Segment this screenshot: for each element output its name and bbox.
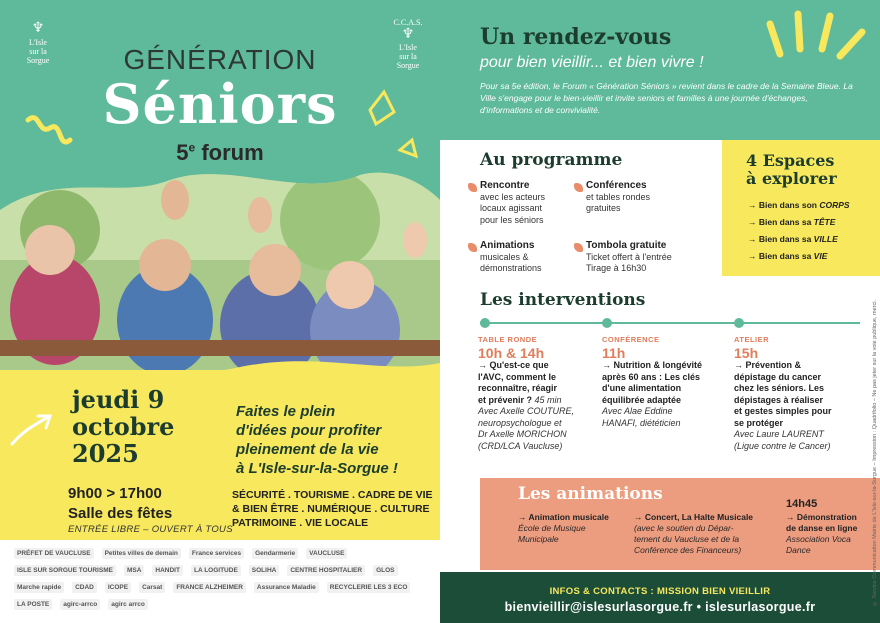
ccas-logo-line: sur la	[399, 52, 417, 61]
partner-logo: FRANCE ALZHEIMER	[173, 582, 246, 593]
intervention-topic: l'AVC, comment le	[478, 371, 556, 382]
programme-title: Au programme	[480, 150, 623, 170]
intervention-topic: après 60 ans : Les clés	[602, 371, 701, 382]
timeline	[480, 322, 860, 324]
programme-item-line: Tirage à 16h30	[586, 263, 647, 273]
partner-logo: RECYCLERIE LES 3 ECO	[327, 582, 411, 593]
intervention-topic: et gestes simples pour	[734, 406, 832, 416]
animation-item	[786, 512, 876, 556]
intervention-kind: ATELIER	[734, 335, 770, 344]
partner-logo: France services	[189, 548, 244, 559]
animations-panel	[480, 478, 880, 570]
animation-title: de danse en ligne	[786, 523, 858, 533]
tagline-line: Faites le plein	[236, 403, 336, 420]
programme-item-line: gratuites	[586, 203, 621, 213]
edition-word: forum	[201, 140, 264, 165]
intervention-speaker: neuropsychologue et	[478, 417, 562, 428]
intervention-speaker: Dr Axelle MORICHON	[478, 429, 567, 439]
timeline-dot	[602, 318, 612, 328]
animations-title: Les animations	[518, 484, 663, 504]
espace-emph: VILLE	[813, 234, 838, 244]
tagline	[236, 402, 436, 478]
partner-logo: Petites villes de demain	[102, 548, 181, 559]
ccas-logo-line: Sorgue	[396, 61, 420, 70]
intervention-topic: reconnaître, réagir	[478, 383, 558, 393]
intervention-topic: et prévenir ?	[478, 394, 533, 405]
partner-logo: MSA	[124, 565, 144, 576]
espaces-title	[746, 152, 876, 188]
tagline-line: à L'Isle-sur-la-Sorgue !	[236, 460, 398, 477]
programme-item-title: Conférences	[586, 180, 647, 191]
town-logo-line: sur la	[29, 47, 47, 56]
event-date	[72, 386, 174, 467]
edition-label	[0, 140, 440, 166]
espace-prefix: → Bien dans sa	[748, 234, 814, 244]
themes-line: SÉCURITÉ . TOURISME . CADRE DE VIE	[232, 489, 433, 501]
animation-who: Conférence des Financeurs)	[634, 545, 742, 555]
programme-item-title: Tombola gratuite	[586, 240, 667, 251]
espace-item	[748, 251, 827, 261]
interventions-title: Les interventions	[480, 290, 646, 310]
tagline-line: pleinement de la vie	[236, 441, 379, 458]
espace-item	[748, 234, 838, 244]
leaf-bullet-icon	[574, 183, 583, 192]
intervention-speaker: Avec Laure LAURENT	[734, 429, 824, 439]
leaf-bullet-icon	[574, 243, 583, 252]
animation-who: Dance	[786, 545, 811, 555]
animation-title: → Démonstration	[786, 512, 857, 522]
programme-item-line: démonstrations	[480, 263, 542, 273]
event-time-place	[68, 484, 172, 524]
partner-logo: Gendarmerie	[252, 548, 298, 559]
programme-item-line: musicales &	[480, 251, 529, 262]
ccas-logo-line: L'Isle	[399, 43, 417, 52]
animation-who: (avec le soutien du Dépar-	[634, 523, 734, 533]
partner-logo: LA LOGITUDE	[191, 565, 241, 576]
partner-logo: agirc arrco	[108, 599, 148, 610]
leaf-bullet-icon	[468, 243, 477, 252]
animation-who: Association Voca	[786, 534, 851, 544]
intervention-column	[734, 334, 854, 452]
header-subtitle: pour bien vieillir... et bien vivre !	[480, 54, 704, 71]
partner-logo: ISLE SUR SORGUE TOURISME	[14, 565, 116, 576]
date-line: jeudi 9	[72, 385, 165, 414]
date-line: 2025	[72, 439, 139, 468]
programme-item-line: Ticket offert à l'entrée	[586, 251, 672, 262]
intervention-speaker: Avec Alae Eddine	[602, 406, 673, 416]
espace-emph: TÊTE	[813, 217, 836, 227]
partner-logo: Carsat	[139, 582, 165, 593]
legal-notice: © Service Communication Mairie de L'Isle-sur-la-Sorgue – Impression : Quadrifolio – Ne pas jeter sur la voie publique, merci.	[872, 299, 878, 606]
ccas-logo-line: C.C.A.S.	[393, 18, 423, 27]
timeline-dot	[734, 318, 744, 328]
espace-emph: CORPS	[819, 200, 850, 210]
espace-emph: VIE	[813, 251, 828, 261]
animation-who: École de Musique	[518, 523, 586, 533]
intervention-time: 15h	[734, 344, 759, 361]
intervention-topic: chez les séniors. Les	[734, 383, 825, 393]
intervention-column	[602, 334, 722, 429]
sunburst-doodle-icon	[760, 4, 870, 74]
flyer-back	[440, 0, 880, 623]
intervention-kind: CONFÉRENCE	[602, 335, 660, 344]
edition-number: 5	[176, 140, 189, 165]
intervention-topic: → Nutrition & longévité	[602, 360, 702, 370]
date-line: octobre	[72, 412, 175, 441]
intervention-topic: dépistages à réaliser	[734, 394, 824, 405]
animations-time: 14h45	[786, 498, 818, 510]
intervention-speaker: (CRD/LCA Vaucluse)	[478, 440, 563, 451]
espace-item	[748, 200, 850, 210]
contact-links[interactable]: bienvieillir@islesurlasorgue.fr • islesurlasorgue.fr	[504, 600, 816, 614]
intervention-topic: d'une alimentation	[602, 383, 682, 393]
title-generation: GÉNÉRATION	[123, 44, 317, 75]
partner-logo: HANDIT	[152, 565, 183, 576]
themes-line: PATRIMOINE . VIE LOCALE	[232, 517, 369, 529]
intervention-duration: 45 min	[534, 394, 562, 405]
header-title: Un rendez-vous	[480, 24, 672, 50]
intervention-time: 11h	[602, 344, 626, 361]
partner-logo: SOLIHA	[249, 565, 280, 576]
tagline-line: d'idées pour profiter	[236, 422, 382, 439]
espace-prefix: → Bien dans son	[748, 200, 820, 210]
leaf-bullet-icon	[468, 183, 477, 192]
partner-logo: Marche rapide	[14, 582, 64, 593]
espaces-title-line: à explorer	[746, 169, 837, 188]
espaces-title-line: 4 Espaces	[746, 151, 835, 170]
seniors-photo	[0, 170, 440, 385]
animation-item	[634, 512, 774, 556]
programme-item-line: locaux agissant	[480, 203, 543, 213]
arrow-doodle-icon	[8, 410, 58, 450]
partner-logo: GLOS	[373, 565, 397, 576]
edition-sup: e	[188, 140, 196, 155]
timeline-dot	[480, 318, 490, 328]
intervention-topic: se protéger	[734, 417, 784, 428]
partner-logo: PRÉFET DE VAUCLUSE	[14, 548, 94, 559]
partner-logos	[14, 548, 434, 610]
espaces-panel	[722, 140, 880, 276]
espace-item	[748, 217, 835, 227]
animation-who: Municipale	[518, 534, 559, 544]
partner-logo: Assurance Maladie	[254, 582, 319, 593]
programme-item-title: Rencontre	[480, 180, 530, 191]
partner-logo: LA POSTE	[14, 599, 52, 610]
intervention-speaker: (Ligue contre le Cancer)	[734, 440, 831, 451]
animation-title: → Concert, La Halte Musicale	[634, 512, 754, 522]
town-logo-line: Sorgue	[26, 56, 50, 65]
programme-item	[480, 240, 542, 275]
town-logo-line: L'Isle	[29, 38, 47, 47]
partner-logo: CDAD	[72, 582, 97, 593]
title-seniors: Séniors	[102, 72, 338, 136]
event-hours: 9h00 > 17h00	[68, 485, 162, 502]
yellow-wave-shape	[0, 355, 440, 395]
programme-item	[586, 240, 672, 275]
ccas-crest-icon: ♆	[401, 27, 415, 42]
contact-heading: INFOS & CONTACTS : MISSION BIEN VIEILLIR	[549, 586, 771, 597]
programme-item-title: Animations	[480, 240, 535, 251]
intervention-topic: → Qu'est-ce que	[478, 360, 549, 370]
themes-line: & BIEN ÊTRE . NUMÉRIQUE . CULTURE	[232, 503, 430, 515]
intervention-kind: TABLE RONDE	[478, 335, 538, 344]
intervention-speaker: HANAFI, diététicien	[602, 417, 681, 428]
programme-item	[480, 180, 545, 226]
partner-logo: VAUCLUSE	[306, 548, 347, 559]
animation-who: tement du Vaucluse et de la	[634, 534, 740, 544]
contact-footer	[440, 572, 880, 623]
intervention-topic: équilibrée adaptée	[602, 394, 682, 405]
entry-info: ENTRÉE LIBRE – OUVERT À TOUS	[68, 524, 233, 535]
animation-item	[518, 512, 628, 545]
intervention-column	[478, 334, 598, 452]
intervention-speaker: Avec Axelle COUTURE,	[478, 406, 575, 416]
themes-list	[232, 488, 437, 530]
town-crest-icon: ♆	[31, 21, 45, 36]
espace-prefix: → Bien dans sa	[748, 251, 814, 261]
animation-title: → Animation musicale	[518, 512, 609, 522]
espace-prefix: → Bien dans sa	[748, 217, 814, 227]
programme-item-line: pour les séniors	[480, 214, 544, 225]
intervention-time: 10h & 14h	[478, 344, 545, 361]
intervention-topic: → Prévention &	[734, 360, 802, 370]
partner-logo: agirc-arrco	[60, 599, 100, 610]
programme-item	[586, 180, 650, 215]
partner-logo: ICOPE	[105, 582, 131, 593]
programme-item-line: et tables rondes	[586, 191, 651, 202]
partner-logo: CENTRE HOSPITALIER	[287, 565, 365, 576]
event-venue: Salle des fêtes	[68, 505, 173, 522]
header-description: Pour sa 5e édition, le Forum « Génération Séniors » revient dans le cadre de la Semaine Bleue. La Ville s'engage pour le bien-vieillir et invite seniors et familles à une journée d'échanges, d'informations et de convivialité.	[480, 81, 853, 115]
intervention-topic: dépistage du cancer	[734, 371, 822, 382]
programme-item-line: avec les acteurs	[480, 191, 546, 202]
